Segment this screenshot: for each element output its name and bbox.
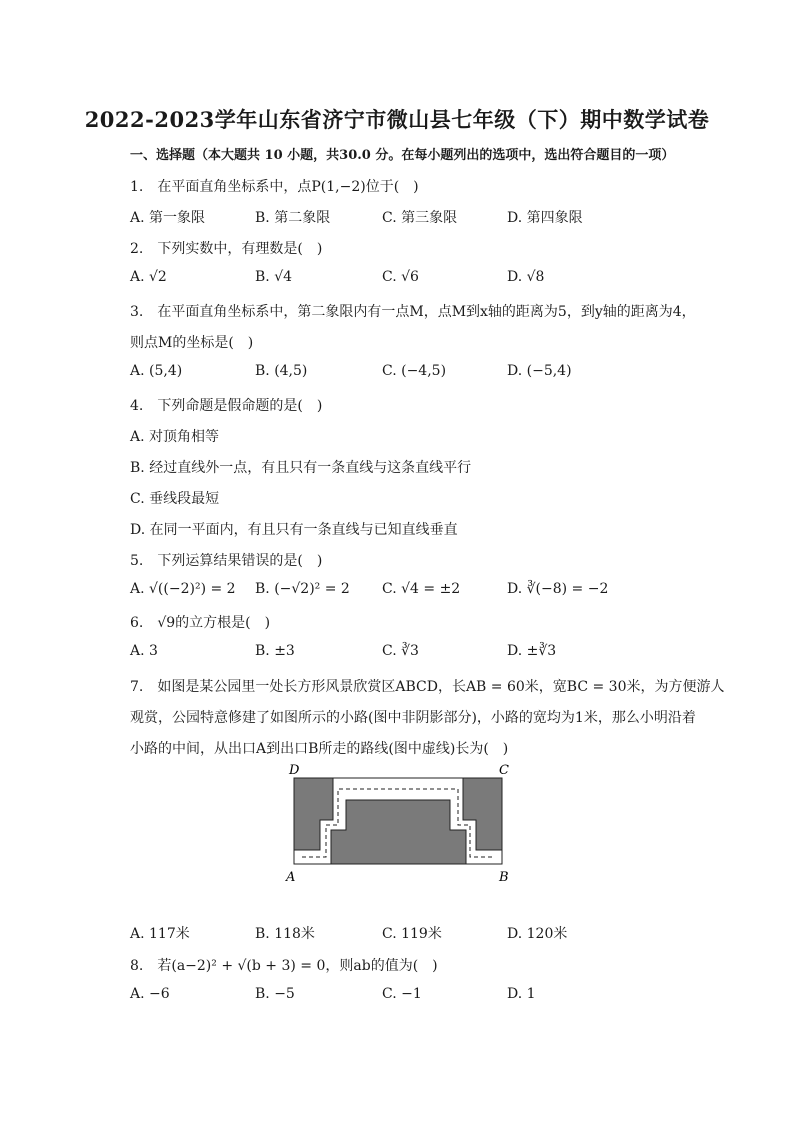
q1-stem: 1. 在平面直角坐标系中，点P(1,−2)位于( ) bbox=[130, 179, 419, 195]
q8-options bbox=[130, 986, 690, 1006]
q1-option-a[interactable]: A. 第一象限 bbox=[130, 210, 206, 226]
q7-stem-line2: 观赏，公园特意修建了如图所示的小路(图中非阴影部分)，小路的宽均为1米，那么小明沿着 bbox=[130, 710, 696, 726]
label-a: A bbox=[286, 870, 296, 885]
q6-option-c[interactable]: C. ∛3 bbox=[382, 643, 419, 659]
q3-option-a[interactable]: A. (5,4) bbox=[130, 363, 183, 379]
q5-option-a[interactable]: A. √((−2)²) = 2 bbox=[130, 581, 236, 597]
shaded-center-block bbox=[331, 800, 466, 864]
q5-option-b[interactable]: B. (−√2)² = 2 bbox=[255, 581, 350, 597]
q5-option-c[interactable]: C. √4 = ±2 bbox=[382, 581, 461, 597]
q3-option-d[interactable]: D. (−5,4) bbox=[507, 363, 572, 379]
q6-option-a[interactable]: A. 3 bbox=[130, 643, 158, 659]
q8-option-d[interactable]: D. 1 bbox=[507, 986, 536, 1002]
q4-option-b[interactable]: B. 经过直线外一点，有且只有一条直线与这条直线平行 bbox=[130, 460, 472, 476]
q2-stem: 2. 下列实数中，有理数是( ) bbox=[130, 241, 323, 257]
q1-options bbox=[130, 207, 690, 227]
q3-options bbox=[130, 363, 690, 383]
q8-stem: 8. 若(a−2)² + √(b + 3) = 0，则ab的值为( ) bbox=[130, 958, 438, 974]
q3-option-b[interactable]: B. (4,5) bbox=[255, 363, 308, 379]
q6-option-b[interactable]: B. ±3 bbox=[255, 643, 295, 659]
q2-option-c[interactable]: C. √6 bbox=[382, 269, 419, 285]
q1-option-b[interactable]: B. 第二象限 bbox=[255, 210, 331, 226]
q7-option-c[interactable]: C. 119米 bbox=[382, 926, 442, 942]
q2-options bbox=[130, 269, 690, 289]
q7-option-b[interactable]: B. 118米 bbox=[255, 926, 315, 942]
section-heading: 一、选择题（本大题共 10 小题，共30.0 分。在每小题列出的选项中，选出符合题目的一项） bbox=[130, 148, 675, 163]
label-c: C bbox=[499, 763, 509, 778]
q3-option-c[interactable]: C. (−4,5) bbox=[382, 363, 447, 379]
q2-option-d[interactable]: D. √8 bbox=[507, 269, 545, 285]
q4-option-a[interactable]: A. 对顶角相等 bbox=[130, 429, 220, 445]
page-title: 2022-2023学年山东省济宁市微山县七年级（下）期中数学试卷 bbox=[84, 107, 710, 132]
q7-stem-line1: 7. 如图是某公园里一处长方形风景欣赏区ABCD，长AB = 60米，宽BC = 30米，为方便游人 bbox=[130, 679, 725, 695]
q7-options bbox=[130, 923, 690, 943]
q6-option-d[interactable]: D. ±∛3 bbox=[507, 643, 557, 659]
q6-stem: 6. √9的立方根是( ) bbox=[130, 615, 271, 631]
q2-option-a[interactable]: A. √2 bbox=[130, 269, 167, 285]
park-path-diagram bbox=[280, 760, 520, 886]
q6-options bbox=[130, 643, 690, 663]
q3-stem-line2: 则点M的坐标是( ) bbox=[130, 335, 254, 351]
q8-option-c[interactable]: C. −1 bbox=[382, 986, 422, 1002]
q7-stem-line3: 小路的中间，从出口A到出口B所走的路线(图中虚线)长为( ) bbox=[130, 741, 509, 757]
q4-option-c[interactable]: C. 垂线段最短 bbox=[130, 491, 220, 507]
q7-option-a[interactable]: A. 117米 bbox=[130, 926, 190, 942]
label-b: B bbox=[499, 870, 509, 885]
q8-option-a[interactable]: A. −6 bbox=[130, 986, 170, 1002]
park-path-figure bbox=[280, 760, 520, 890]
q7-option-d[interactable]: D. 120米 bbox=[507, 926, 568, 942]
label-d: D bbox=[289, 763, 300, 778]
q5-options bbox=[130, 581, 690, 601]
q5-stem: 5. 下列运算结果错误的是( ) bbox=[130, 553, 323, 569]
q8-option-b[interactable]: B. −5 bbox=[255, 986, 295, 1002]
q2-option-b[interactable]: B. √4 bbox=[255, 269, 293, 285]
q5-option-d[interactable]: D. ∛(−8) = −2 bbox=[507, 581, 609, 597]
q4-option-d[interactable]: D. 在同一平面内，有且只有一条直线与已知直线垂直 bbox=[130, 522, 458, 538]
q1-option-d[interactable]: D. 第四象限 bbox=[507, 210, 583, 226]
q1-option-c[interactable]: C. 第三象限 bbox=[382, 210, 458, 226]
q3-stem-line1: 3. 在平面直角坐标系中，第二象限内有一点M，点M到x轴的距离为5，到y轴的距离为4， bbox=[130, 304, 696, 320]
q4-stem: 4. 下列命题是假命题的是( ) bbox=[130, 398, 323, 414]
